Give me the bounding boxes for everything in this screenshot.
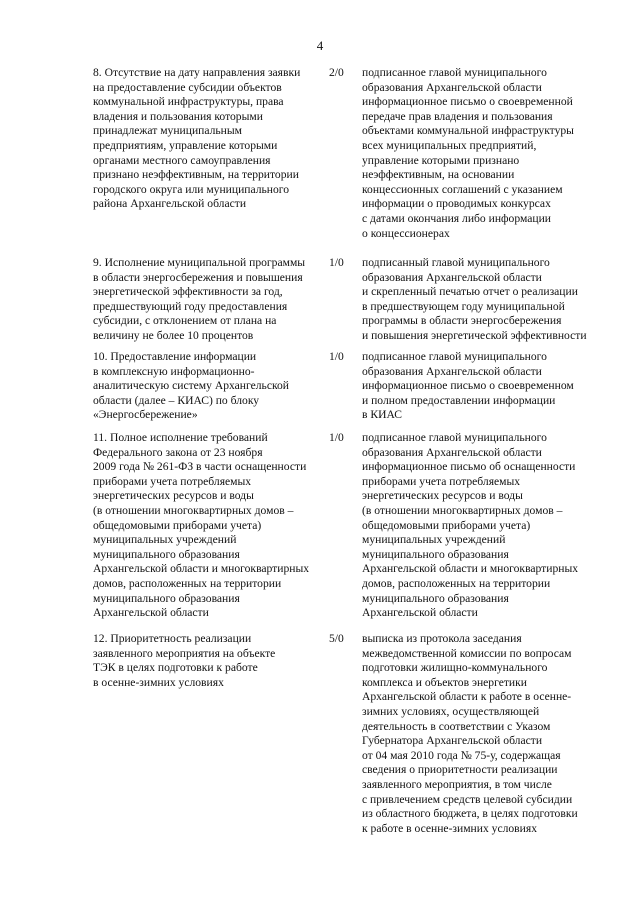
confirming-document-text: подписанное главой муниципального образования Архангельской области информационное письмо о своевременном и полном предоставлении информации в КИАС	[362, 350, 574, 422]
score-value: 1/0	[329, 350, 344, 363]
criterion-text: 11. Полное исполнение требований Федерального закона от 23 ноября 2009 года № 261-ФЗ в части оснащенности приборами учета потребляемых энергетических ресурсов и воды (в отношении многоквартирных домов – общедомовыми приборами учета) муниципальных учреждений муниципального образования Архангельской области и многоквартирных домов, расположенных на территории муниципального образования Архангельской области	[93, 431, 310, 620]
confirming-document-text: подписанное главой муниципального образования Архангельской области информационное письмо об оснащенности приборами учета потребляемых энергетических ресурсов и воды (в отношении многоквартирных домов – общедомовыми приборами учета) муниципальных учреждений муниципального образования Архангельской области и многоквартирных домов, расположенных на территории муниципального образования Архангельской области	[362, 431, 579, 620]
criterion-text: 8. Отсутствие на дату направления заявки на предоставление субсидии объектов коммунальной инфраструктуры, права владения и пользования которыми принадлежат муниципальным предприятиям, управление которыми органами местного самоуправления признано неэффективным, на территории городского округа или муниципального района Архангельской области	[93, 66, 301, 211]
score-value: 1/0	[329, 431, 344, 444]
score-value: 5/0	[329, 632, 344, 645]
score-value: 2/0	[329, 66, 344, 79]
confirming-document-text: подписанное главой муниципального образования Архангельской области информационное письмо о своевременной передаче прав владения и пользования объектами коммунальной инфраструктуры всех муниципальных предприятий, управление которыми признано неэффективным, на основании концессионных соглашений с указанием информации о проводимых конкурсах с датами окончания либо информации о концессионерах	[362, 66, 574, 240]
page-number: 4	[316, 38, 324, 53]
confirming-document-text: выписка из протокола заседания межведомственной комиссии по вопросам подготовки жилищно-коммунального комплекса и объектов энергетики Архангельской области к работе в осенне- зимних условиях, осуществляющей деятельность в соответствии с Указом Губернатора Архангельской области от 04 мая 2010 года № 75-у, содержащая сведения о приоритетности реализации заявленного мероприятия, в том числе с привлечением средств целевой субсидии из областного бюджета, в целях подготовки к работе в осенне-зимних условиях	[362, 632, 578, 835]
criterion-text: 10. Предоставление информации в комплексную информационно- аналитическую систему Архангельской области (далее – КИАС) по блоку «Энергосбережение»	[93, 350, 290, 422]
confirming-document-text: подписанный главой муниципального образования Архангельской области и скрепленный печатью отчет о реализации в предшествующем году муниципальной программы в области энергосбережения и повышения энергетической эффективности	[362, 256, 587, 342]
score-value: 1/0	[329, 256, 344, 269]
criterion-text: 9. Исполнение муниципальной программы в области энергосбережения и повышения энергетической эффективности за год, предшествующий году предоставления субсидии, с отклонением от плана на величину не более 10 процентов	[93, 256, 306, 342]
criterion-text: 12. Приоритетность реализации заявленного мероприятия на объекте ТЭК в целях подготовки к работе в осенне-зимних условиях	[93, 632, 276, 689]
